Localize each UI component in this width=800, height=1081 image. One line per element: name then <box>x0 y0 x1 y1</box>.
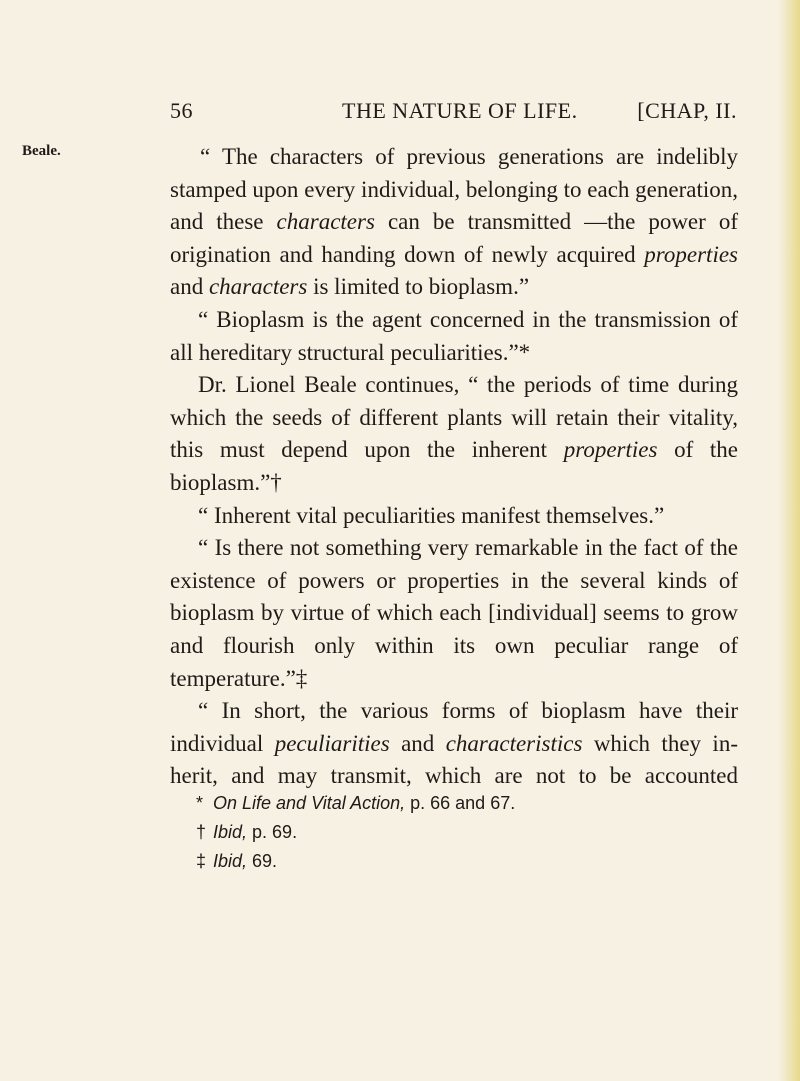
footnote-reference: Ibid, <box>208 822 248 842</box>
text-run: and <box>170 274 209 300</box>
italic-text: characters <box>208 274 308 300</box>
footnote-mark: † <box>196 822 207 842</box>
italic-text: characteristics <box>445 730 583 756</box>
text-run: which they inherit, and may transmit, which are not to be accounted <box>170 730 738 789</box>
paragraph <box>170 141 738 304</box>
footnote-pages: p. 69. <box>247 822 298 842</box>
margin-note: Beale. <box>22 143 61 159</box>
text-run: can be transmitted —the power of origination and handing down of newly acquired <box>170 209 738 267</box>
footnote-mark: ‡ <box>196 851 207 871</box>
italic-text: properties <box>644 241 738 267</box>
italic-text: characters <box>276 209 375 235</box>
footnote-pages: p. 66 and 67. <box>405 793 516 813</box>
footnotes <box>196 789 736 876</box>
footnote <box>196 818 736 847</box>
text-run: and <box>389 730 446 756</box>
paragraph <box>170 532 738 695</box>
running-title: THE NATURE OF LIFE. <box>342 98 578 123</box>
running-header <box>170 98 745 130</box>
body-text <box>170 141 738 793</box>
paragraph <box>170 500 738 533</box>
italic-text: peculiarities <box>274 730 390 756</box>
paragraph <box>170 369 738 499</box>
chapter-label: [CHAP, II. <box>637 98 737 123</box>
footnote <box>196 789 736 818</box>
text-run: is limited to bioplasm.” <box>307 274 530 300</box>
footnote-reference: On Life and Vital Action, <box>208 793 406 813</box>
paragraph <box>170 304 738 369</box>
text-run: Dr. Lionel Beale continues, “ the periods of time during which the seeds of different plants will retain their vitality, this must depend upon the inherent <box>170 372 738 463</box>
footnote-mark: * <box>196 793 204 813</box>
text-run: of the bioplasm.”† <box>170 437 738 495</box>
text-run: “ Bioplasm is the agent concerned in the transmission of all hereditary structural peculiarities.”* <box>170 306 738 365</box>
paragraph <box>170 695 738 793</box>
text-run: “ Inherent vital peculiarities manifest themselves.” <box>198 502 665 528</box>
footnote <box>196 847 736 876</box>
page-edge <box>778 0 800 1081</box>
text-run: “ Is there not something very remarkable in the fact of the existence of powers or properties in the several kinds of bioplasm by virtue of which each [individual] seems to grow and flourish only within its own peculiar range of temperature.”‡ <box>170 535 738 691</box>
text-run: “ In short, the various forms of bioplasm have their individual <box>170 698 738 756</box>
text-run: “ The characters of previous generations are indelibly stamped upon every individual, belonging to each generation, and these <box>170 144 738 235</box>
footnote-reference: Ibid, <box>208 851 248 871</box>
page-number: 56 <box>170 98 193 123</box>
footnote-pages: 69. <box>247 851 278 871</box>
italic-text: properties <box>563 437 658 463</box>
